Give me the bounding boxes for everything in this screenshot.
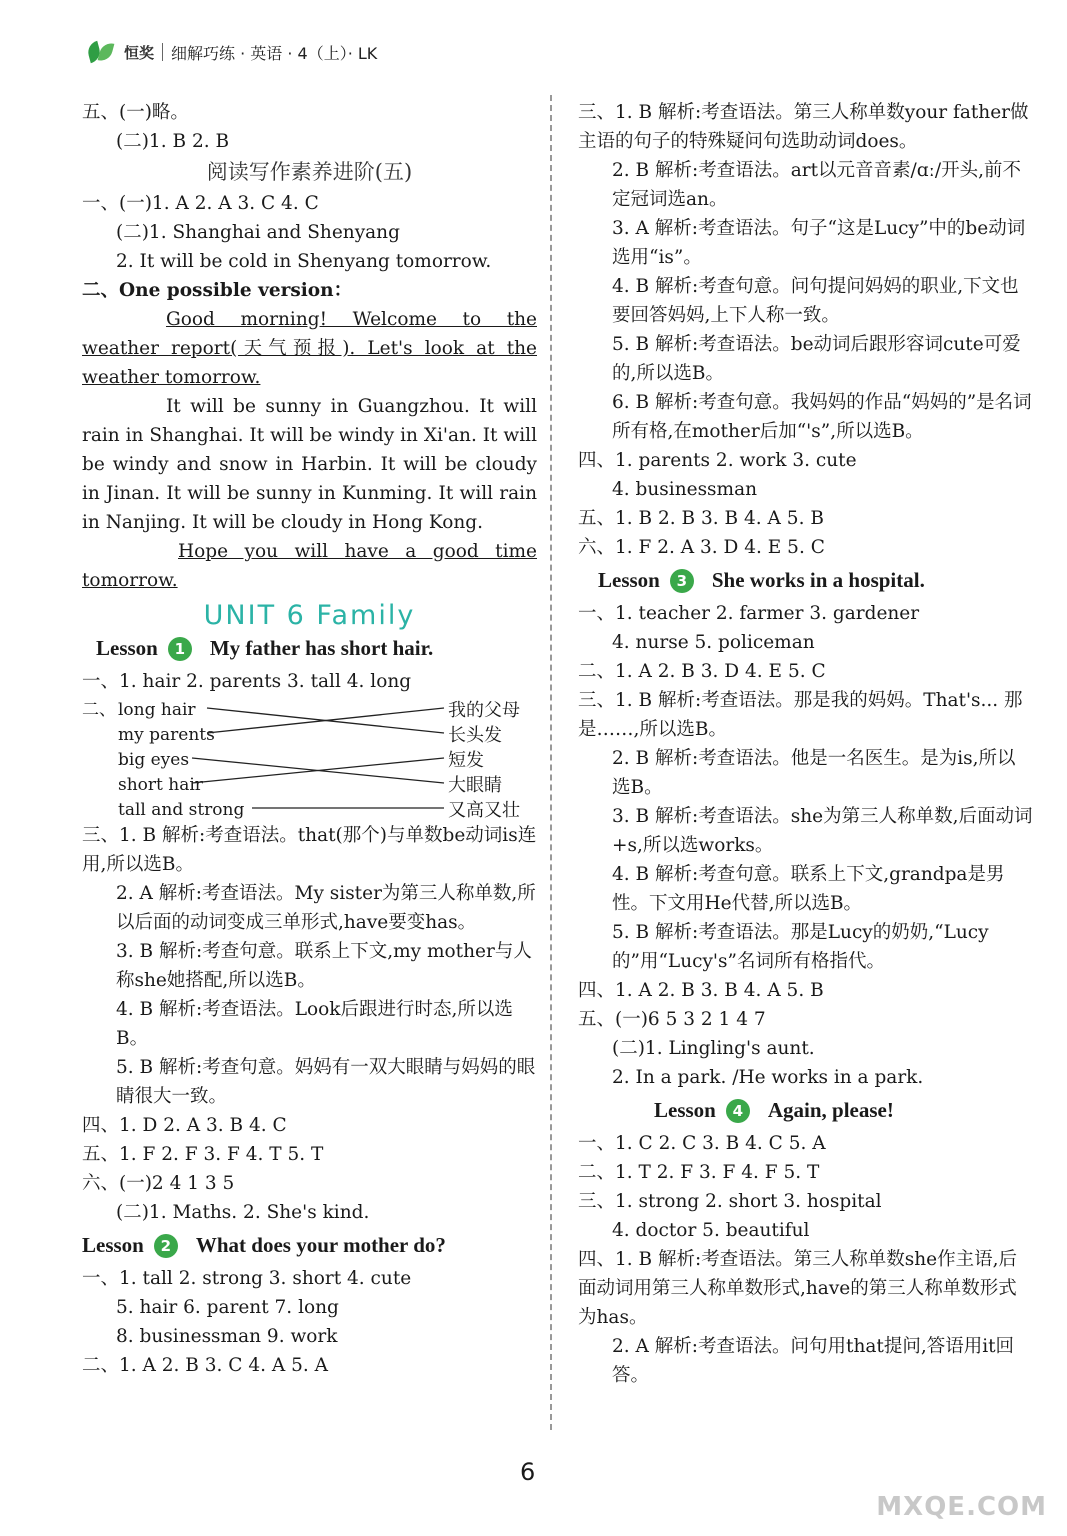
answer-line: 5. B 解析:考查句意。妈妈有一双大眼睛与妈妈的眼睛很大一致。	[116, 1057, 536, 1107]
answer-line: 五、(一)6 5 3 2 1 4 7	[578, 1009, 766, 1030]
answer-line: 三、1. B 解析:考查语法。that(那个)与单数be动词is连用,所以选B。	[82, 825, 537, 875]
essay-paragraph: Hope you will have a good time tomorrow.	[82, 541, 537, 591]
match-zh-item: 大眼睛	[448, 775, 502, 796]
answer-line: 一、1. teacher 2. farmer 3. gardener	[578, 603, 920, 624]
answer-line: 二、1. A 2. B 3. C 4. A 5. A	[82, 1355, 329, 1376]
answer-line: 一、1. hair 2. parents 3. tall 4. long	[82, 671, 412, 692]
answer-line: 2. In a park. /He works in a park.	[612, 1067, 924, 1088]
answer-line: 2. A 解析:考查语法。问句用that提问,答语用it回答。	[612, 1336, 1015, 1386]
lesson-label: Lesson	[82, 1233, 144, 1257]
header-separator	[162, 43, 163, 61]
answer-line: 6. B 解析:考查句意。我妈妈的作品“妈妈的”是名词所有格,在mother后加“'s”,所以选B。	[612, 392, 1032, 442]
section-heading: 阅读写作素养进阶(五)	[206, 160, 413, 184]
lesson-number-badge: 2	[154, 1234, 178, 1258]
essay-paragraph: It will be sunny in Guangzhou. It will rain in Shanghai. It will be windy in Xi'an. It will be windy and snow in Harbin. It will be cloudy in Jinan. It will be sunny in Kunming. It will rain in Nanjing. It will be cloudy in Hong Kong.	[82, 396, 537, 533]
answer-line: 4. nurse 5. policeman	[612, 632, 815, 653]
answer-line: 六、(一)2 4 1 3 5	[82, 1173, 235, 1194]
lesson-number-badge: 3	[670, 569, 694, 593]
answer-line: 三、1. B 解析:考查语法。第三人称单数your father做主语的句子的特殊疑问句选助动词does。	[578, 102, 1029, 152]
answer-line: (二)1. Lingling's aunt.	[612, 1038, 815, 1059]
unit-title: UNIT 6 Family	[203, 600, 416, 631]
match-zh-item: 又高又壮	[448, 800, 520, 821]
answer-line: 2. B 解析:考查语法。他是一名医生。是为is,所以选B。	[612, 748, 1016, 798]
answer-line: 2. B 解析:考查语法。art以元音音素/ɑː/开头,前不定冠词选an。	[612, 160, 1021, 210]
lesson-number-badge: 1	[168, 637, 192, 661]
answer-line: 2. A 解析:考查语法。My sister为第三人称单数,所以后面的动词变成三单形式,have要变has。	[116, 883, 536, 933]
match-en-item: big eyes	[118, 750, 190, 770]
lesson-title: Again, please!	[767, 1098, 894, 1122]
lesson-heading	[598, 566, 1033, 595]
answer-line: 4. B 解析:考查语法。Look后跟进行时态,所以选B。	[116, 999, 513, 1049]
brand-name: 恒奖	[124, 43, 155, 62]
lesson-label: Lesson	[96, 636, 158, 660]
match-prefix: 二、	[82, 700, 116, 720]
answer-line: 五、1. F 2. F 3. F 4. T 5. T	[82, 1144, 324, 1165]
answer-line: 四、1. B 解析:考查语法。第三人称单数she作主语,后面动词用第三人称单数形式,have的第三人称单数形式为has。	[578, 1249, 1017, 1328]
answer-line: 四、1. D 2. A 3. B 4. C	[82, 1115, 287, 1136]
answer-line: 二、1. T 2. F 3. F 4. F 5. T	[578, 1162, 820, 1183]
match-en-item: long hair	[118, 700, 196, 720]
answer-line: (二)1. Maths. 2. She's kind.	[116, 1202, 370, 1223]
answer-line: 4. businessman	[612, 479, 758, 500]
lesson-heading	[96, 634, 537, 663]
lesson-title: She works in a hospital.	[711, 568, 925, 592]
answer-line: 4. B 解析:考查句意。联系上下文,grandpa是男性。下文用He代替,所以选B。	[612, 864, 1005, 914]
right-column	[578, 98, 1033, 1390]
lesson-number-badge: 4	[726, 1099, 750, 1123]
answer-line: 一、(一)1. A 2. A 3. C 4. C	[82, 193, 319, 214]
answer-line: 3. B 解析:考查句意。联系上下文,my mother与人称she她搭配,所以选B。	[116, 941, 532, 991]
matching-exercise	[82, 696, 532, 821]
book-title: 细解巧练 · 英语 · 4（上）· LK	[171, 43, 378, 63]
essay-paragraph: Good morning! Welcome to the weather report(天气预报). Let's look at the weather tomorrow.	[82, 309, 537, 388]
page-number: 6	[520, 1458, 536, 1486]
answer-line: 5. B 解析:考查语法。be动词后跟形容词cute可爱的,所以选B。	[612, 334, 1021, 384]
leaf-logo-icon	[86, 40, 116, 64]
answer-line: 六、1. F 2. A 3. D 4. E 5. C	[578, 537, 825, 558]
answer-line: 三、1. B 解析:考查语法。那是我的妈妈。That's... 那是……,所以选B。	[578, 690, 1023, 740]
site-watermark: MXQE.COM	[876, 1492, 1047, 1522]
lesson-label: Lesson	[654, 1098, 716, 1122]
answer-line: 二、One possible version：	[82, 280, 353, 301]
column-divider	[550, 95, 552, 1430]
match-en-item: tall and strong	[118, 800, 245, 820]
answer-line: 8. businessman 9. work	[116, 1326, 338, 1347]
answer-line: 四、1. A 2. B 3. B 4. A 5. B	[578, 980, 824, 1001]
answer-line: 五、1. B 2. B 3. B 4. A 5. B	[578, 508, 824, 529]
answer-line: (二)1. B 2. B	[116, 131, 230, 152]
match-en-item: short hair	[118, 775, 203, 795]
answer-line: 4. B 解析:考查句意。问句提问妈妈的职业,下文也要回答妈妈,上下人称一致。	[612, 276, 1019, 326]
answer-line: 一、1. tall 2. strong 3. short 4. cute	[82, 1268, 412, 1289]
match-en-item: my parents	[118, 725, 215, 745]
match-lines	[82, 696, 532, 821]
answer-line: 五、(一)略。	[82, 102, 189, 123]
lesson-heading	[82, 1231, 537, 1260]
match-zh-item: 短发	[448, 750, 484, 771]
lesson-heading	[654, 1096, 1033, 1125]
answer-line: 三、1. strong 2. short 3. hospital	[578, 1191, 882, 1212]
answer-line: 4. doctor 5. beautiful	[612, 1220, 810, 1241]
page-header	[86, 40, 377, 64]
left-column	[82, 98, 537, 1380]
match-zh-item: 我的父母	[448, 700, 520, 721]
answer-line: 5. hair 6. parent 7. long	[116, 1297, 339, 1318]
answer-line: (二)1. Shanghai and Shenyang	[116, 222, 400, 243]
answer-line: 3. A 解析:考查语法。句子“这是Lucy”中的be动词选用“is”。	[612, 218, 1026, 268]
lesson-label: Lesson	[598, 568, 660, 592]
lesson-title: What does your mother do?	[195, 1233, 446, 1257]
answer-line: 二、1. A 2. B 3. D 4. E 5. C	[578, 661, 826, 682]
answer-line: 一、1. C 2. C 3. B 4. C 5. A	[578, 1133, 826, 1154]
answer-line: 3. B 解析:考查语法。she为第三人称单数,后面动词+s,所以选works。	[612, 806, 1033, 856]
lesson-title: My father has short hair.	[209, 636, 434, 660]
answer-line: 四、1. parents 2. work 3. cute	[578, 450, 857, 471]
answer-line: 2. It will be cold in Shenyang tomorrow.	[116, 251, 492, 272]
match-zh-item: 长头发	[448, 725, 502, 746]
answer-line: 5. B 解析:考查语法。那是Lucy的奶奶,“Lucy的”用“Lucy's”名词所有格指代。	[612, 922, 989, 972]
